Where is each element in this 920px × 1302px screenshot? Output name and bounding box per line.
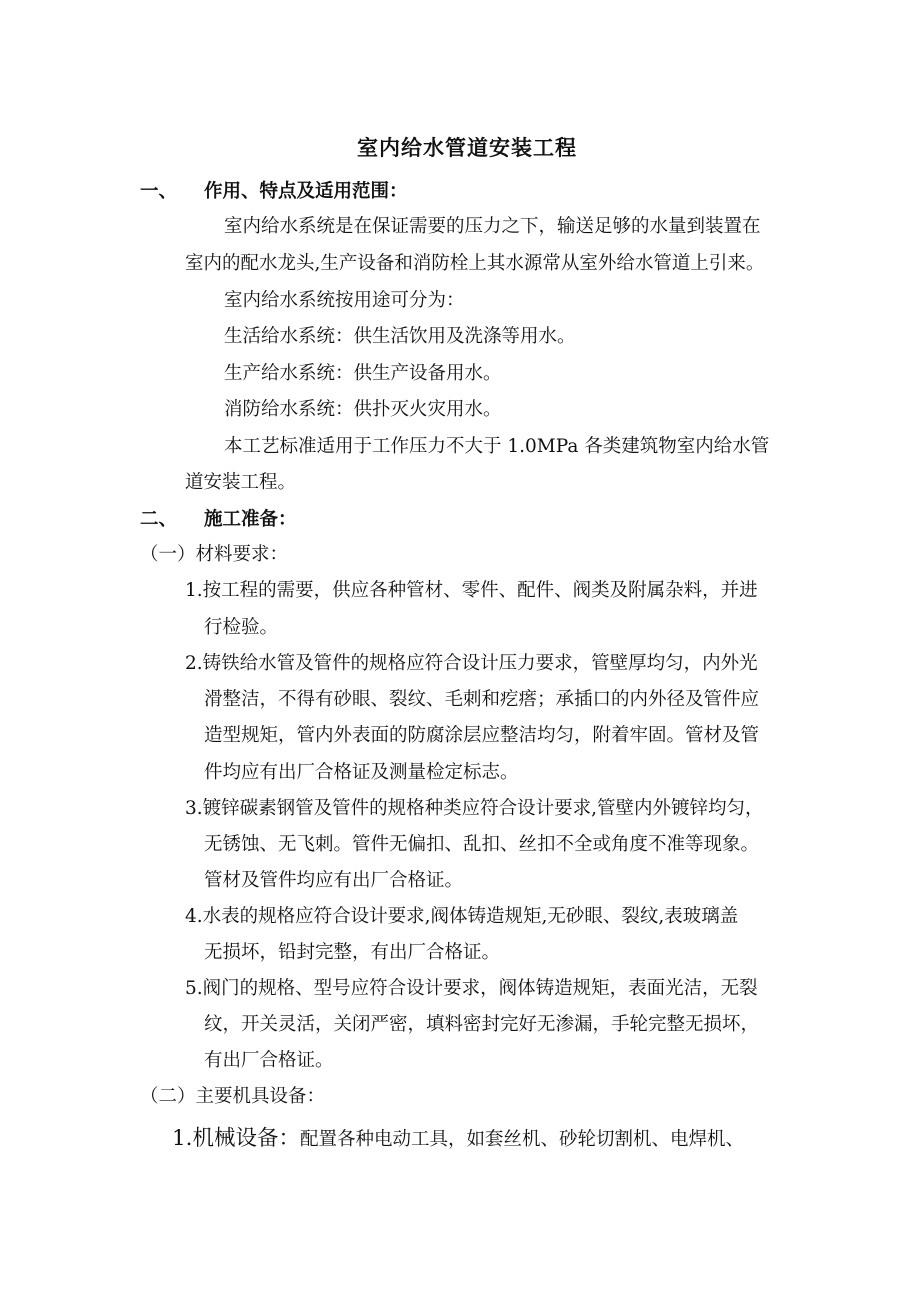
document-title: 室内给水管道安装工程	[357, 135, 577, 160]
paragraph-line: 生产给水系统：供生产设备用水。	[224, 363, 502, 384]
section-number: 二、	[140, 509, 178, 530]
list-item-line: 3.镀锌碳素钢管及管件的规格种类应符合设计要求,管壁内外镀锌均匀，	[185, 798, 764, 819]
section-heading-1	[140, 183, 408, 202]
section-title: 施工准备：	[204, 509, 297, 530]
list-item-line: 2.铸铁给水管及管件的规格应符合设计压力要求，管壁厚均匀，内外光	[185, 653, 758, 674]
list-item-line: 纹，开关灵活，关闭严密，填料密封完好无渗漏，手轮完整无损坏，	[204, 1014, 760, 1035]
list-item-line: 滑整洁，不得有砂眼、裂纹、毛刺和疙瘩；承插口的内外径及管件应	[204, 689, 760, 710]
list-item-line: 4.水表的规格应符合设计要求,阀体铸造规矩,无砂眼、裂纹,表玻璃盖	[185, 906, 739, 927]
list-item-line: 件均应有出厂合格证及测量检定标志。	[204, 762, 519, 783]
paragraph-line: 消防给水系统：供扑灭火灾用水。	[224, 399, 502, 420]
list-item-line: 5.阀门的规格、型号应符合设计要求，阀体铸造规矩，表面光洁，无裂	[185, 978, 758, 999]
paragraph-line: 本工艺标准适用于工作压力不大于 1.0MPa 各类建筑物室内给水管	[224, 436, 770, 457]
subsection-heading: （二）主要机具设备：	[140, 1086, 326, 1107]
section-title: 作用、特点及适用范围：	[204, 181, 408, 202]
paragraph-line: 室内给水系统按用途可分为：	[224, 290, 465, 311]
section-heading-2	[140, 511, 297, 530]
list-item-line: 有出厂合格证。	[204, 1050, 334, 1071]
equipment-label: 1.机械设备：	[172, 1126, 301, 1151]
paragraph-line: 道安装工程。	[185, 472, 297, 493]
list-item-line: 1.按工程的需要，供应各种管材、零件、配件、阀类及附属杂料，并进	[185, 580, 758, 601]
list-item-line: 管材及管件均应有出厂合格证。	[204, 870, 464, 891]
section-number: 一、	[140, 181, 178, 202]
paragraph-line: 室内给水系统是在保证需要的压力之下，输送足够的水量到装置在	[224, 216, 761, 237]
subsection-heading: （一）材料要求：	[140, 544, 289, 565]
equipment-line	[172, 1128, 744, 1150]
paragraph-line: 室内的配水龙头,生产设备和消防栓上其水源常从室外给水管道上引来。	[185, 253, 765, 274]
list-item-line: 无损坏，铅封完整，有出厂合格证。	[204, 942, 501, 963]
equipment-text: 配置各种电动工具，如套丝机、砂轮切割机、电焊机、	[300, 1129, 745, 1150]
list-item-line: 无锈蚀、无飞刺。管件无偏扣、乱扣、丝扣不全或角度不准等现象。	[204, 834, 760, 855]
list-item-line: 行检验。	[204, 617, 279, 638]
paragraph-line: 生活给水系统：供生活饮用及洗涤等用水。	[224, 326, 576, 347]
list-item-line: 造型规矩，管内外表面的防腐涂层应整洁均匀，附着牢固。管材及管	[204, 725, 760, 746]
